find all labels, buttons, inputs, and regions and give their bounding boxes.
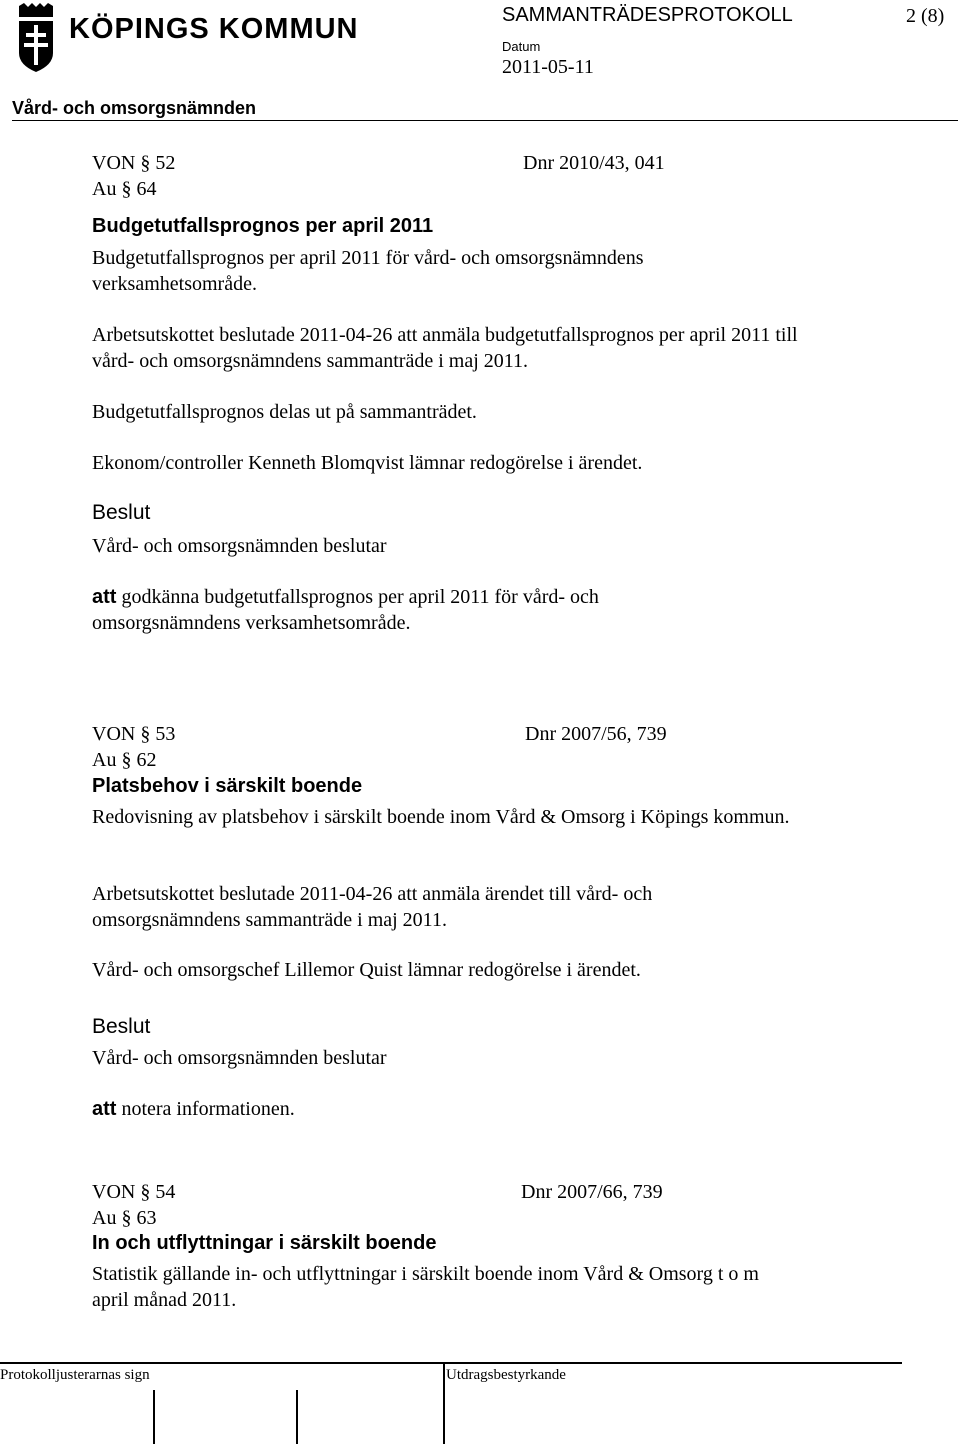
- paragraph-sign-icon: §: [121, 749, 132, 771]
- beslut-heading: Beslut: [92, 501, 151, 524]
- case-dnr: Dnr 2007/56, 739: [525, 723, 667, 745]
- case-paragraph: Budgetutfallsprognos delas ut på sammanträdet.: [92, 401, 477, 423]
- paragraph-sign-icon: §: [140, 723, 151, 745]
- paragraph-sign-icon: §: [140, 152, 151, 174]
- decision-text: att godkänna budgetutfallsprognos per april 2011 för vård- och omsorgsnämndens verksamhetsområde.: [92, 586, 599, 634]
- au-number: Au § 63: [92, 1207, 157, 1229]
- case-dnr: Dnr 2007/66, 739: [521, 1181, 663, 1203]
- paragraph-sign-icon: §: [121, 178, 132, 200]
- case-paragraph: Ekonom/controller Kenneth Blomqvist lämnar redogörelse i ärendet.: [92, 452, 643, 474]
- meeting-date: 2011-05-11: [502, 56, 594, 78]
- document-type: SAMMANTRÄDESPROTOKOLL: [502, 4, 793, 26]
- case-number: VON § 53: [92, 723, 176, 745]
- signature-label: Protokolljusterarnas sign: [0, 1367, 150, 1383]
- au-number: Au § 64: [92, 178, 157, 200]
- logo-text: KÖPINGS KOMMUN: [69, 13, 359, 45]
- committee-name: Vård- och omsorgsnämnden: [12, 98, 257, 118]
- case-dnr: Dnr 2010/43, 041: [523, 152, 665, 174]
- case-paragraph: Vård- och omsorgschef Lillemor Quist lämnar redogörelse i ärendet.: [92, 959, 641, 981]
- case-paragraph: Budgetutfallsprognos per april 2011 för vård- och omsorgsnämndens verksamhetsområde.: [92, 247, 644, 295]
- case-number: VON § 52: [92, 152, 176, 174]
- au-number: Au § 62: [92, 749, 157, 771]
- att-label: att: [92, 586, 117, 608]
- municipal-crest-icon: [16, 3, 56, 73]
- case-title: Platsbehov i särskilt boende: [92, 775, 363, 797]
- case-number: VON § 54: [92, 1181, 176, 1203]
- paragraph-sign-icon: §: [121, 1207, 132, 1229]
- decision-text: att notera informationen.: [92, 1098, 295, 1120]
- header-rule: [12, 120, 958, 121]
- case-title: In och utflyttningar i särskilt boende: [92, 1232, 437, 1254]
- case-paragraph: Arbetsutskottet beslutade 2011-04-26 att anmäla ärendet till vård- och omsorgsnämndens sammanträde i maj 2011.: [92, 883, 653, 931]
- case-paragraph: Statistik gällande in- och utflyttningar i särskilt boende inom Vård & Omsorg t o m april månad 2011.: [92, 1263, 759, 1311]
- date-label: Datum: [502, 39, 541, 54]
- beslut-intro: Vård- och omsorgsnämnden beslutar: [92, 1047, 387, 1069]
- page-number: 2 (8): [906, 5, 945, 27]
- signature-box-divider: [296, 1390, 298, 1444]
- extract-label: Utdragsbestyrkande: [446, 1367, 566, 1383]
- footer-rule: [0, 1362, 902, 1364]
- case-paragraph: Arbetsutskottet beslutade 2011-04-26 att anmäla budgetutfallsprognos per april 2011 till vård- och omsorgsnämndens sammanträde i maj 2011.: [92, 324, 798, 372]
- beslut-intro: Vård- och omsorgsnämnden beslutar: [92, 535, 387, 557]
- beslut-heading: Beslut: [92, 1015, 151, 1038]
- att-label: att: [92, 1098, 117, 1120]
- signature-box-divider: [153, 1390, 155, 1444]
- case-paragraph: Redovisning av platsbehov i särskilt boende inom Vård & Omsorg i Köpings kommun.: [92, 806, 790, 828]
- paragraph-sign-icon: §: [140, 1181, 151, 1203]
- case-title: Budgetutfallsprognos per april 2011: [92, 215, 434, 237]
- signature-box-divider: [443, 1364, 445, 1444]
